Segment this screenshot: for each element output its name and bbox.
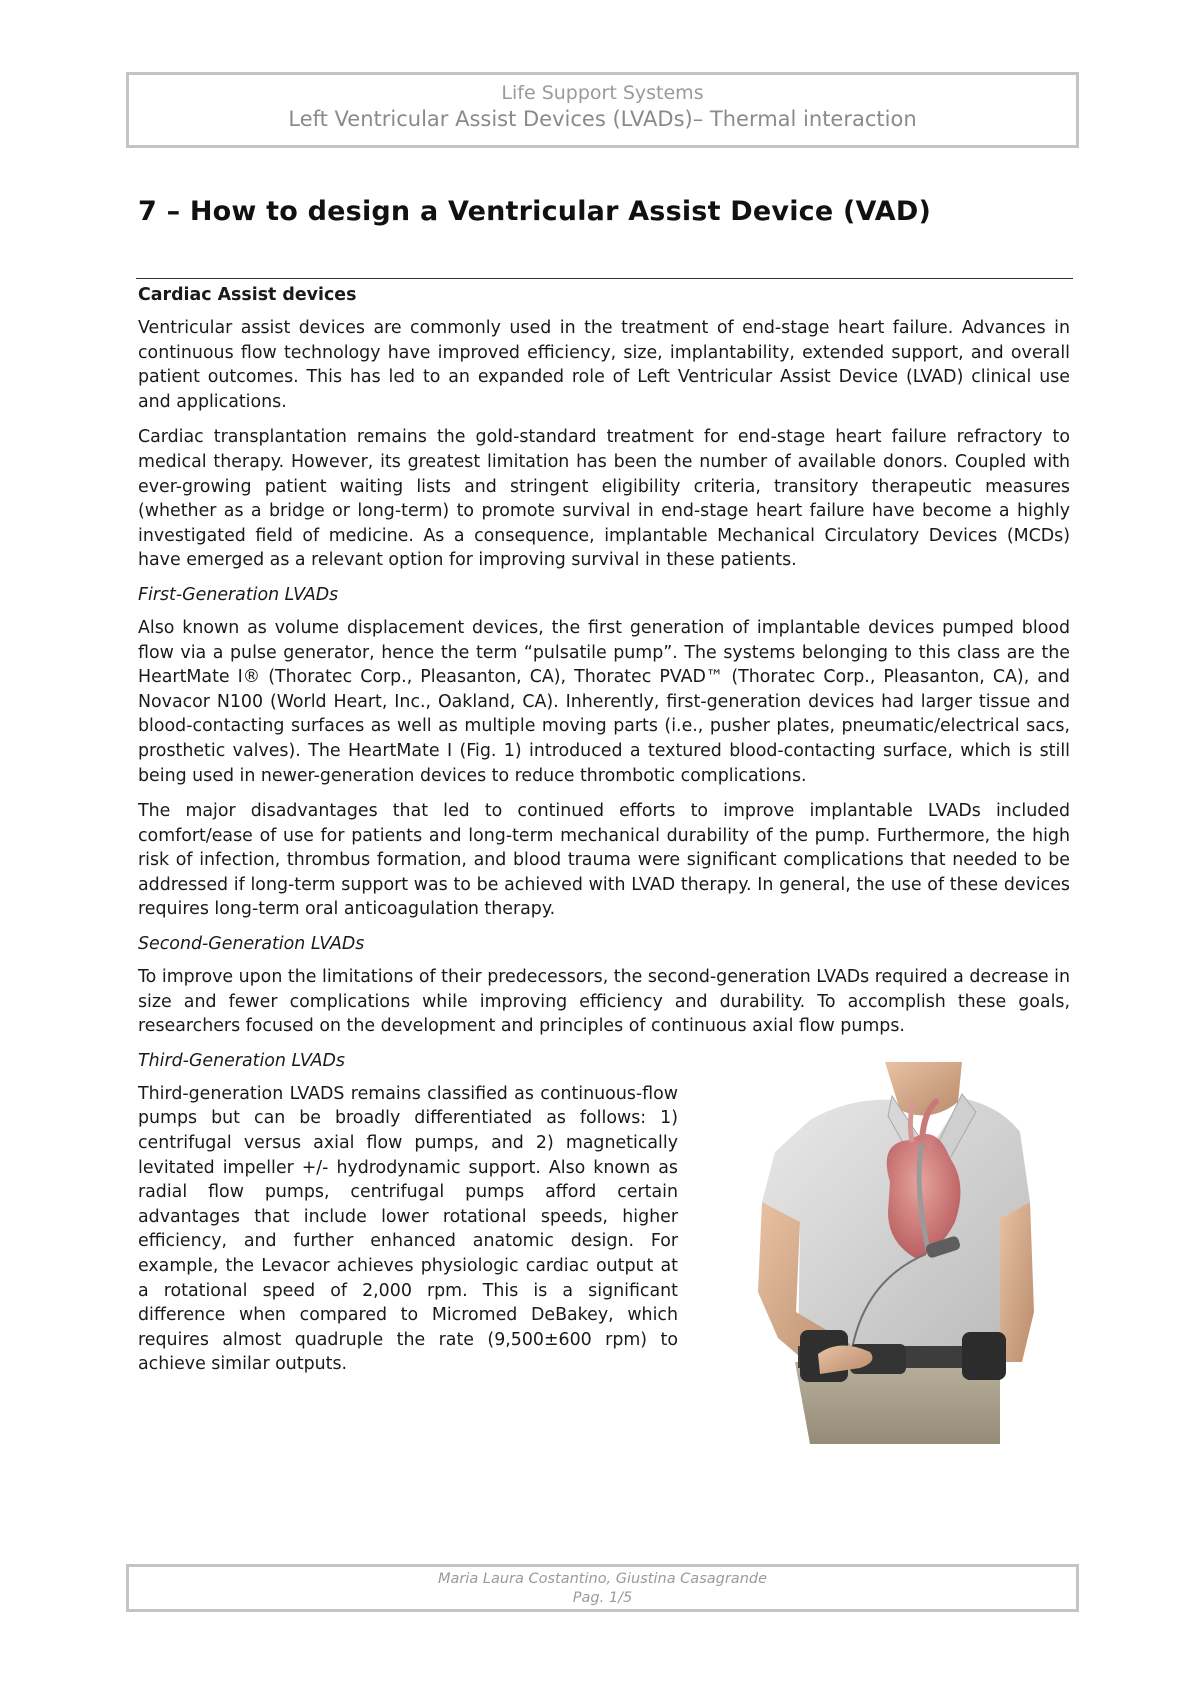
subheading-third-generation: Third-Generation LVADs (138, 1050, 345, 1071)
intro-paragraph: Ventricular assist devices are commonly used in the treatment of end-stage heart failure. Advances in continuous flow technology have improved efficiency, size, implantability, extended support, and overall patient outcomes. This has led to an expanded role of Left Ventricular Assist Device (LVAD) clinical use and applications. (138, 318, 1070, 412)
third-gen-paragraph: Third-generation LVADS remains classified as continuous-flow pumps but can be broadly differentiated as follows: 1) centrifugal versus axial flow pumps, and 2) magnetically levitated impeller +/- hydrodynamic support. Also known as radial flow pumps, centrifugal pumps afford certain advantages that include lower rotational speeds, higher efficiency, and further enhanced anatomic design. For example, the Levacor achieves physiologic cardiac output at a rotational speed of 2,000 rpm. This is a significant difference when compared to Micromed DeBakey, which requires almost quadruple the rate (9,500±600 rpm) to achieve similar outputs. (138, 1083, 678, 1375)
first-gen-paragraph: The major disadvantages that led to continued efforts to improve implantable LVADs included comfort/ease of use for patients and long-term mechanical durability of the pump. Furthermore, the high risk of infection, thrombus formation, and blood trauma were significant complications that needed to be addressed if long-term support was to be achieved with LVAD therapy. In general, the use of these devices requires long-term oral anticoagulation therapy. (138, 801, 1070, 920)
first-gen-paragraph: Also known as volume displacement devices, the first generation of implantable devices pumped blood flow via a pulse generator, hence the term “pulsatile pump”. The systems belonging to this class are the HeartMate I® (Thoratec Corp., Pleasanton, CA), Thoratec PVAD™ (Thoratec Corp., Pleasanton, CA), and Novacor N100 (World Heart, Inc., Oakland, CA). Inherently, first-generation devices had larger tissue and blood-contacting surfaces as well as multiple moving parts (i.e., pusher plates, pneumatic/electrical sacs, prosthetic valves). The HeartMate I (Fig. 1) introduced a textured blood-contacting surface, which is still being used in newer-generation devices to reduce thrombotic complications. (138, 617, 1070, 786)
section-heading: Cardiac Assist devices (138, 285, 357, 305)
footer-authors: Maria Laura Costantino, Giustina Casagrande (437, 1571, 768, 1587)
header-module-title: Left Ventricular Assist Devices (LVADs)– Thermal interaction (288, 107, 917, 131)
second-gen-paragraph: To improve upon the limitations of their predecessors, the second-generation LVADs required a decrease in size and fewer complications while improving efficiency and durability. To accomplish these goals, researchers focused on the development and principles of continuous axial flow pumps. (138, 967, 1070, 1037)
title-divider (136, 278, 1073, 279)
page-footer (126, 1564, 1079, 1612)
page-title: 7 – How to design a Ventricular Assist Device (VAD) (138, 196, 932, 227)
page-number: Pag. 1/5 (572, 1590, 633, 1606)
page-header (126, 72, 1079, 148)
lvad-patient-illustration (700, 1062, 1034, 1444)
subheading-first-generation: First-Generation LVADs (138, 584, 339, 605)
intro-paragraph: Cardiac transplantation remains the gold-standard treatment for end-stage heart failure refractory to medical therapy. However, its greatest limitation has been the number of available donors. Coupled with ever-growing patient waiting lists and stringent eligibility criteria, transitory therapeutic measures (whether as a bridge or long-term) to promote survival in end-stage heart failure have become a highly investigated field of medicine. As a consequence, implantable Mechanical Circulatory Devices (MCDs) have emerged as a relevant option for improving survival in these patients. (138, 427, 1070, 571)
header-course-title: Life Support Systems (501, 82, 704, 104)
subheading-second-generation: Second-Generation LVADs (138, 934, 365, 955)
